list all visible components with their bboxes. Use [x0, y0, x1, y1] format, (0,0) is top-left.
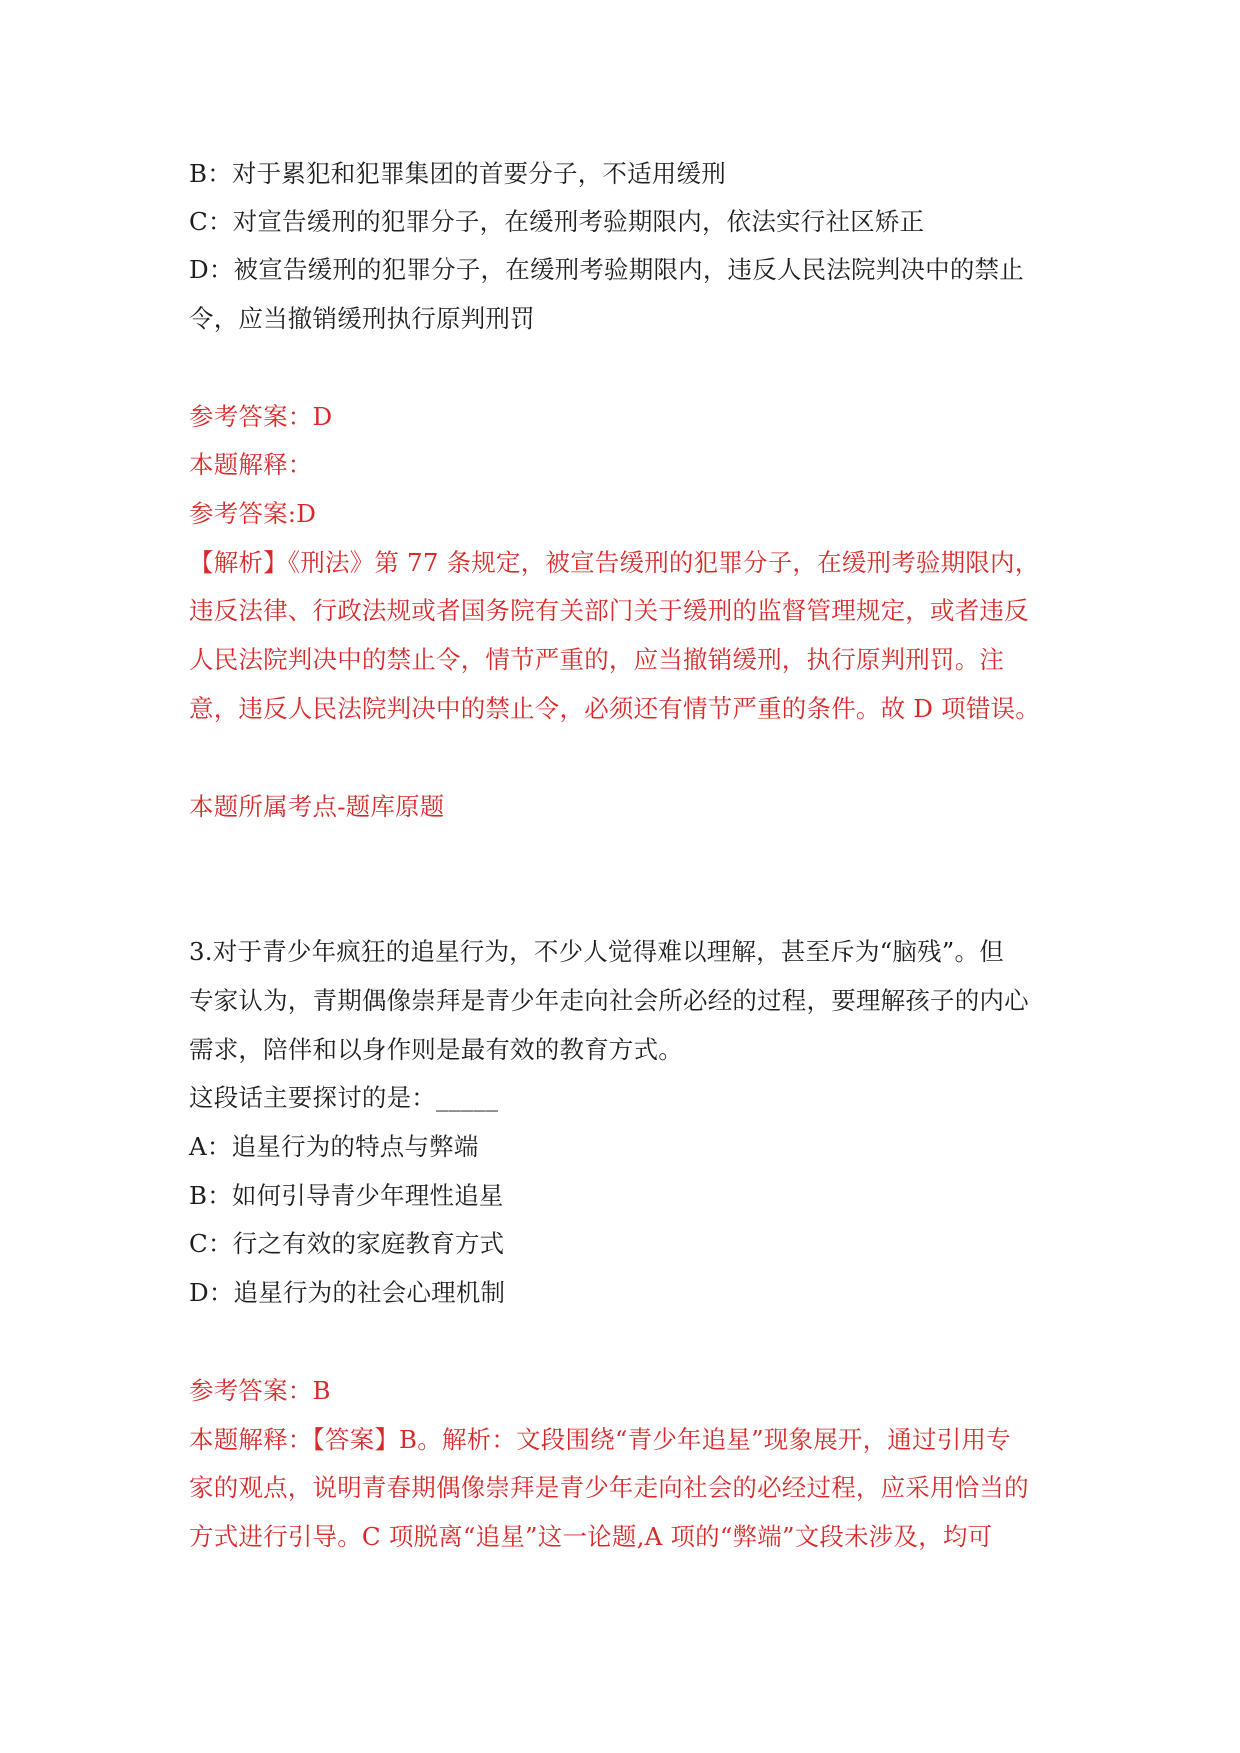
- q2-explain-line2: 违反法律、行政法规或者国务院有关部门关于缓刑的监督管理规定，或者违反: [189, 596, 1029, 625]
- q2-option-d-line1: D：被宣告缓刑的犯罪分子，在缓刑考验期限内，违反人民法院判决中的禁止: [189, 255, 1024, 284]
- q3-option-c: C：行之有效的家庭教育方式: [189, 1229, 505, 1258]
- q3-option-b: B：如何引导青少年理性追星: [189, 1181, 504, 1210]
- q3-stem-line2: 专家认为，青期偶像崇拜是青少年走向社会所必经的过程，要理解孩子的内心: [189, 986, 1029, 1015]
- q2-explain-label: 本题解释：: [189, 450, 313, 479]
- q3-stem-line1: 3.对于青少年疯狂的追星行为，不少人觉得难以理解，甚至斥为“脑残”。但: [189, 937, 1004, 966]
- q2-option-d-line2: 令，应当撤销缓刑执行原判刑罚: [189, 304, 535, 333]
- q3-prompt: 这段话主要探讨的是：_____: [189, 1083, 499, 1112]
- q3-explain-line2: 家的观点，说明青春期偶像崇拜是青少年走向社会的必经过程，应采用恰当的: [189, 1473, 1029, 1502]
- q2-explain-line1: 【解析】《刑法》第 77 条规定，被宣告缓刑的犯罪分子，在缓刑考验期限内，: [189, 548, 1040, 577]
- q2-option-c: C：对宣告缓刑的犯罪分子，在缓刑考验期限内，依法实行社区矫正: [189, 207, 925, 236]
- q2-option-b: B：对于累犯和犯罪集团的首要分子，不适用缓刑: [189, 159, 726, 188]
- q2-explain-line3: 人民法院判决中的禁止令，情节严重的，应当撤销缓刑，执行原判刑罚。注: [189, 645, 1005, 674]
- q3-option-a: A：追星行为的特点与弊端: [189, 1132, 479, 1161]
- q3-explain-line3: 方式进行引导。C 项脱离“追星”这一论题,A 项的“弊端”文段未涉及，均可: [189, 1522, 993, 1551]
- q2-answer: 参考答案：D: [189, 402, 333, 431]
- q3-stem-line3: 需求，陪伴和以身作则是最有效的教育方式。: [189, 1035, 683, 1064]
- q2-topic: 本题所属考点-题库原题: [189, 792, 445, 821]
- q3-option-d: D：追星行为的社会心理机制: [189, 1278, 506, 1307]
- q3-explain-line1: 本题解释：【答案】B。解析：文段围绕“青少年追星”现象展开，通过引用专: [189, 1425, 1011, 1454]
- q2-explain-answer: 参考答案:D: [189, 499, 317, 528]
- q2-explain-line4: 意，违反人民法院判决中的禁止令，必须还有情节严重的条件。故 D 项错误。: [189, 694, 1040, 723]
- q3-answer: 参考答案：B: [189, 1376, 331, 1405]
